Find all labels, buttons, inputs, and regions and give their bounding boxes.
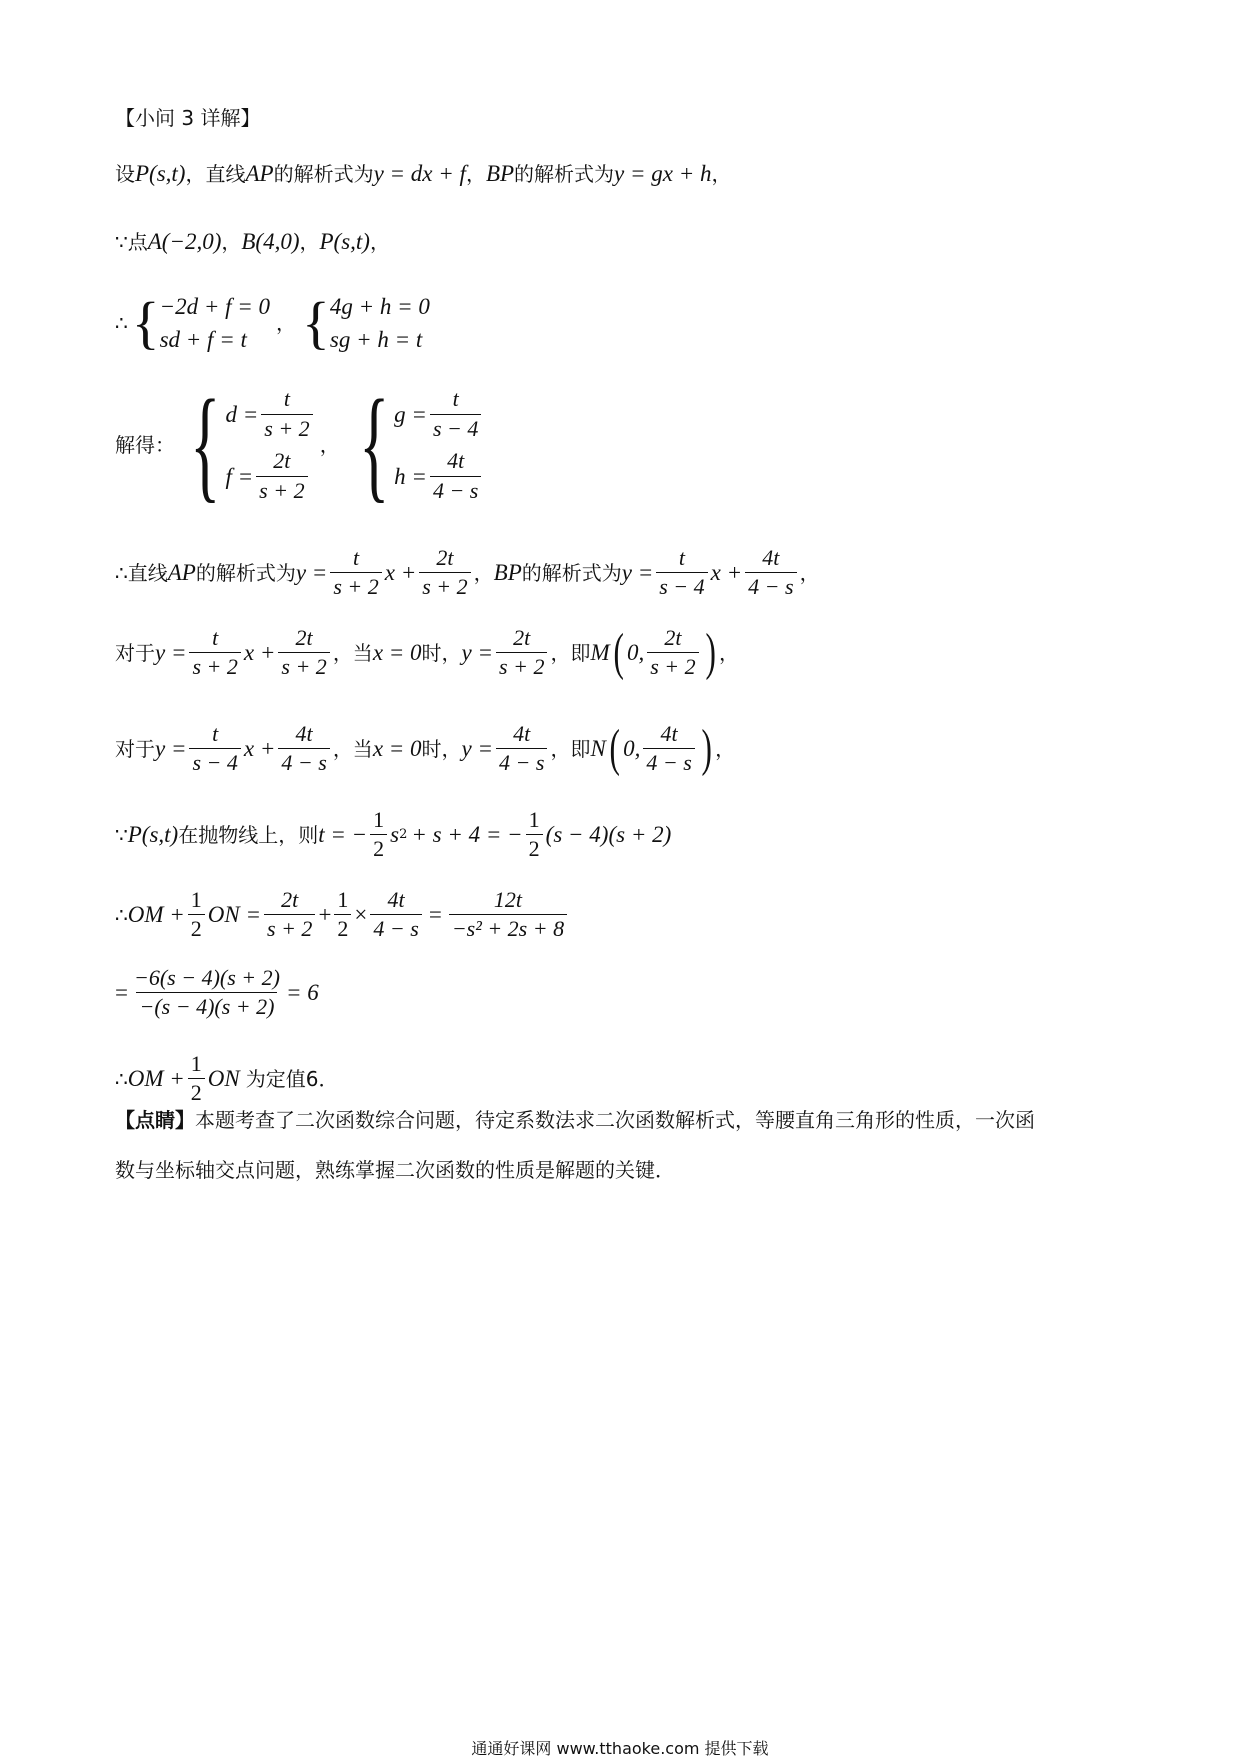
- comment-tag: 【点睛】: [115, 1108, 195, 1132]
- line-sum: ∴ OM + $\frac{1}{2}$ ON = $\frac{2t}{s + 2}$ + $\frac{1}{2}$ × $\frac{4t}{4 - s}$ = $\frac{12t}{\text{−s² + 2s + 8}}$: [115, 888, 570, 941]
- line-point-n: 对于 y = $\frac{t}{s - 4}$ x + $\frac{4t}{4 - s}$ ，当 x = 0 时， y = $\frac{4t}{4 - s}$ ，即 N ( 0, $\frac{4t}{4 - s}$ ) ，: [115, 719, 736, 777]
- page-footer: [0, 1736, 1240, 1759]
- line-parabola: ∵ P(s,t) 在抛物线上，则 t = − $\frac{1}{2}$ s 2 + s + 4 = − $\frac{1}{2}$ (s − 4)(s + 2): [115, 807, 672, 862]
- brace: {: [358, 375, 390, 514]
- line-point-m: 对于 y = $\frac{t}{s + 2}$ x + $\frac{2t}{s + 2}$ ，当 x = 0 时， y = $\frac{2t}{s + 2}$ ，即 M ( 0, $\frac{2t}{s + 2}$ ) ，: [115, 623, 739, 681]
- point-p-2: P(s,t): [319, 229, 370, 254]
- line-conclusion: ∴ OM + $\frac{1}{2}$ ON 为定值6．: [115, 1051, 339, 1106]
- section-title: [115, 108, 260, 128]
- comment-line-2: [115, 1160, 675, 1180]
- point-b: B(4,0): [241, 229, 300, 254]
- solution-1: d = $\frac{t}{s + 2}$ f = $\frac{2t}{s + 2}$: [225, 383, 315, 507]
- comment-text: 本题考查了二次函数综合问题，待定系数法求二次函数解析式，等腰直角三角形的性质，一次函: [195, 1108, 1035, 1132]
- brace: {: [302, 290, 330, 355]
- comment-text: 数与坐标轴交点问题，熟练掌握二次函数的性质是解题的关键．: [115, 1158, 675, 1182]
- system-2: 4g + h = 0 sg + h = t: [329, 294, 430, 352]
- brace: {: [131, 290, 160, 355]
- line-simplify: = $\frac{-6(s - 4)(s + 2)}{-(s - 4)(s + 2)}$ = 6: [115, 965, 319, 1020]
- line-setup: 设 P(s,t) ，直线 AP 的解析式为 y = dx + f ， BP 的解析式为 y = gx + h ，: [115, 161, 732, 186]
- line-points: ∵点 A(−2,0) ， B(4,0) ， P(s,t) ，: [115, 229, 390, 254]
- brace: {: [190, 375, 221, 514]
- eq-ap: y = dx + f: [373, 161, 466, 186]
- eq-bp: y = gx + h: [614, 161, 712, 186]
- line-systems: ∴ { −2d + f = 0 sd + f = t ， { 4g + h = 0 sg + h = t: [115, 290, 430, 355]
- footer-text: 通通好课网 www.tthaoke.com 提供下载: [471, 1739, 769, 1758]
- system-1: −2d + f = 0 sd + f = t: [159, 294, 271, 352]
- solution-2: g = $\frac{t}{s - 4}$ h = $\frac{4t}{4 - s}$: [394, 383, 484, 507]
- point-p: P(s,t): [135, 161, 186, 186]
- point-a: A(−2,0): [147, 229, 222, 254]
- comment-line-1: [115, 1110, 1035, 1130]
- section-title-text: 【小问 3 详解】: [115, 106, 261, 130]
- line-solutions: 解得： { d = $\frac{t}{s + 2}$ f = $\frac{2t}{s + 2}$ ， { g = $\frac{t}{s - 4}$ h = $\frac{4t}{4 - s}$: [115, 382, 484, 508]
- line-equations: ∴直线 AP 的解析式为 y = $\frac{t}{s + 2}$ x + $\frac{2t}{s + 2}$ ， BP 的解析式为 y = $\frac{t}{s - 4}$ x + $\frac{4t}{4 - s}$ ，: [115, 545, 820, 600]
